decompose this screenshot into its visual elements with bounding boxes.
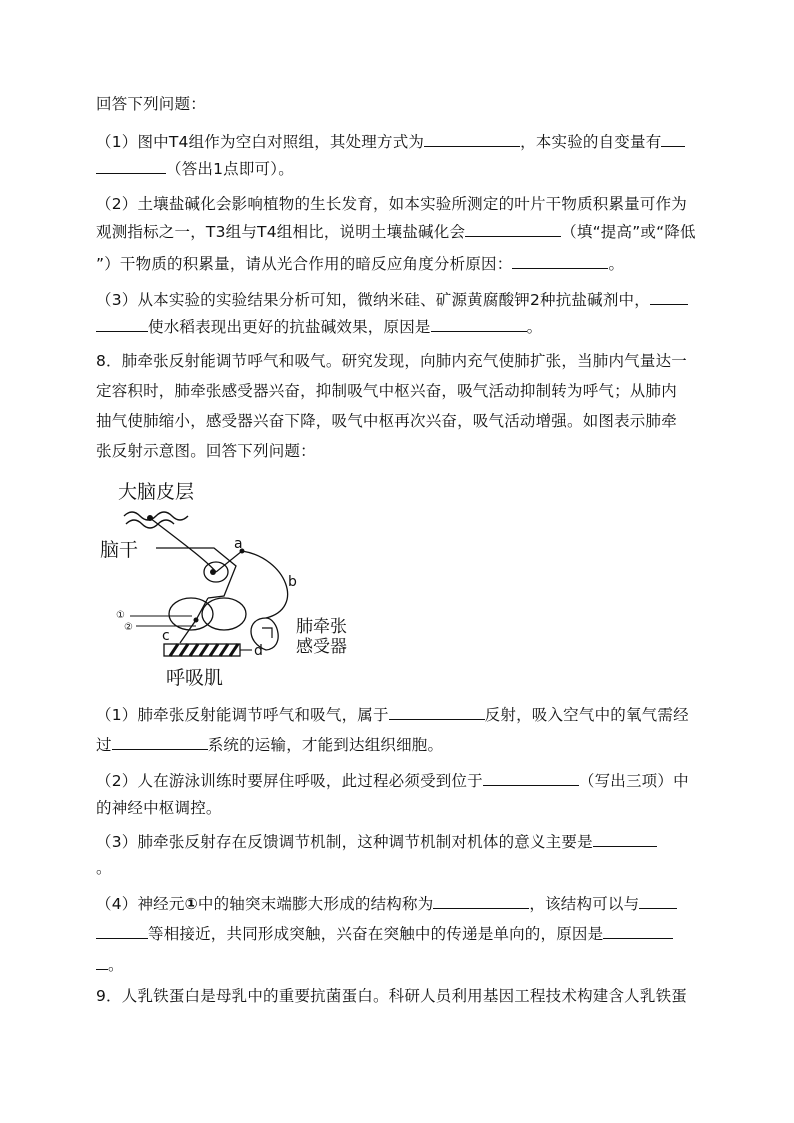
answer-blank xyxy=(96,316,148,332)
text-line: 等相接近，共同形成突触，兴奋在突触中的传递是单向的，原因是 xyxy=(96,923,696,944)
answer-blank xyxy=(96,158,166,174)
answer-blank xyxy=(593,831,657,847)
text-line: （答出1点即可）。 xyxy=(96,158,696,179)
reflex-diagram xyxy=(96,468,366,690)
question-8-3: （3）肺牵张反射存在反馈调节机制，这种调节机制对机体的意义主要是 xyxy=(96,831,696,852)
question-7-2: （2）土壤盐碱化会影响植物的生长发育，如本实验所测定的叶片干物质积累量可作为 xyxy=(96,195,687,213)
answer-blank xyxy=(465,221,561,237)
stretch-receptor-icon xyxy=(262,628,272,638)
text-line: 的神经中枢调控。 xyxy=(96,799,222,817)
text-line: 张反射示意图。回答下列问题： xyxy=(96,442,316,460)
answer-blank xyxy=(424,131,520,147)
afferent-nerve-b xyxy=(242,551,288,618)
question-8-2: （2）人在游泳训练时要屏住呼吸，此过程必须受到位于 （写出三项）中 xyxy=(96,772,689,790)
label-c: c xyxy=(162,628,170,644)
text-line: 过 系统的运输，才能到达组织细胞。 xyxy=(96,736,444,754)
text-line: 。 xyxy=(96,954,696,975)
label-a: a xyxy=(234,536,243,552)
label-cerebral-cortex: 大脑皮层 xyxy=(118,481,195,503)
neuron-body xyxy=(210,569,216,575)
descending-pathway xyxy=(150,518,216,572)
answer-blank xyxy=(650,289,688,305)
label-brainstem: 脑干 xyxy=(100,539,139,561)
answer-blank xyxy=(483,770,579,786)
answer-blank xyxy=(512,253,608,269)
text-line: 。 xyxy=(96,859,112,877)
answer-blank xyxy=(433,893,529,909)
text-line: ”）干物质的积累量，请从光合作用的暗反应角度分析原因： 。 xyxy=(96,255,625,273)
answer-blank xyxy=(96,954,108,970)
label-b: b xyxy=(288,574,297,590)
label-respiratory-muscle: 呼吸肌 xyxy=(166,667,224,689)
question-7-1: （1）图中T4组作为空白对照组，其处理方式为 ，本实验的自变量有 xyxy=(96,131,696,152)
question-7-3: （3）从本实验的实验结果分析可知，微纳米硅、矿源黄腐酸钾2种抗盐碱剂中， xyxy=(96,289,696,310)
question-9-stem: 9．人乳铁蛋白是母乳中的重要抗菌蛋白。科研人员利用基因工程技术构建含人乳铁蛋 xyxy=(96,987,687,1005)
text-line: 使水稻表现出更好的抗盐碱效果，原因是 。 xyxy=(96,316,696,337)
respiratory-muscle-bar xyxy=(164,644,240,656)
medulla-right-lobe xyxy=(202,598,246,630)
text-line: 观测指标之一，T3组与T4组相比，说明土壤盐碱化会 （填“提高”或“降低 xyxy=(96,223,696,241)
answer-blank xyxy=(603,923,673,939)
cortex-wave xyxy=(126,520,174,528)
answer-blank xyxy=(96,923,148,939)
answer-blank xyxy=(389,704,485,720)
label-stretch-receptor-2: 感受器 xyxy=(296,637,347,657)
question-8-4: （4）神经元①中的轴突末端膨大形成的结构称为 ，该结构可以与 xyxy=(96,893,696,914)
cortex-wave xyxy=(124,512,188,520)
question-8-stem: 8．肺牵张反射能调节呼气和吸气。研究发现，向肺内充气使肺扩张，当肺内气量达一 xyxy=(96,352,687,370)
label-d: d xyxy=(254,643,263,659)
label-stretch-receptor-1: 肺牵张 xyxy=(296,617,347,637)
label-neuron-1: ① xyxy=(116,610,125,621)
text-line: 回答下列问题： xyxy=(96,95,206,113)
answer-blank xyxy=(661,131,685,147)
neuron-axon xyxy=(216,551,242,572)
text-line: 抽气使肺缩小，感受器兴奋下降，吸气中枢再次兴奋，吸气活动增强。如图表示肺牵 xyxy=(96,412,677,430)
label-neuron-2: ② xyxy=(124,622,133,633)
question-8-1: （1）肺牵张反射能调节呼气和吸气，属于 反射，吸入空气中的氧气需经 xyxy=(96,706,689,724)
answer-blank xyxy=(112,734,208,750)
answer-blank xyxy=(639,893,677,909)
brainstem-outline xyxy=(156,548,236,598)
medulla-left-lobe xyxy=(169,598,213,630)
answer-blank xyxy=(431,316,527,332)
text-line: 定容积时，肺牵张感受器兴奋，抑制吸气中枢兴奋，吸气活动抑制转为呼气；从肺内 xyxy=(96,382,677,400)
